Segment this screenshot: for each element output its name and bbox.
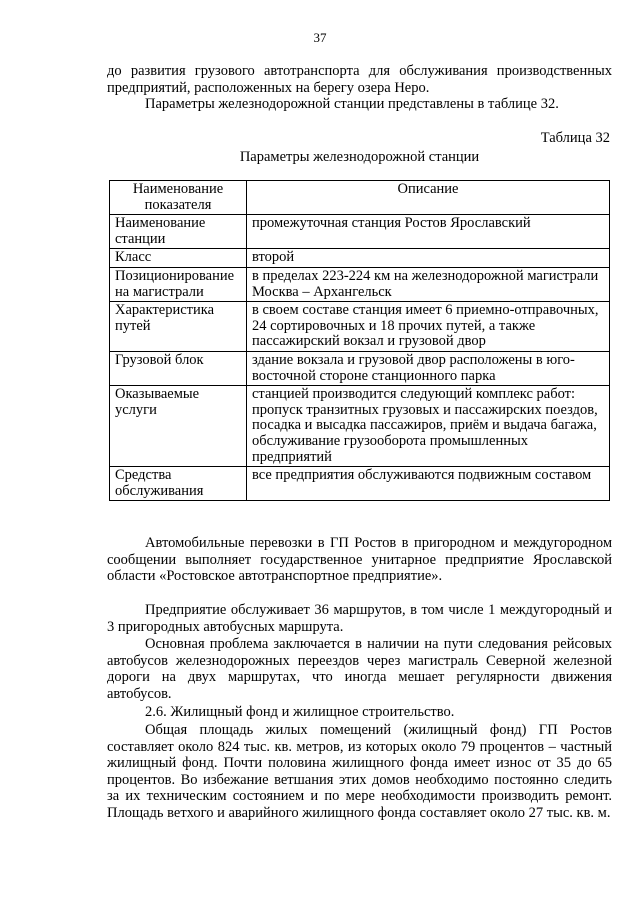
- row-description: промежуточная станция Ростов Ярославский: [247, 215, 610, 249]
- row-indicator: Характеристика путей: [110, 302, 247, 352]
- row-description: в своем составе станция имеет 6 приемно-отправочных, 24 сортировочных и 18 прочих путей, а также пассажирский вокзал и грузовой двор: [247, 302, 610, 352]
- intro-continuation: до развития грузового автотранспорта для обслуживания производственных предприятий, расположенных на берегу озера Неро.: [107, 63, 612, 96]
- page-number: 37: [313, 30, 327, 45]
- section-heading: 2.6. Жилищный фонд и жилищное строительство.: [145, 704, 455, 720]
- table-header-row: [110, 181, 610, 215]
- paragraph-road-transport: Автомобильные перевозки в ГП Ростов в пригородном и междугородном сообщении выполняет государственное унитарное предприятие Ярославской области «Ростовское автотранспортное предприятие».: [107, 535, 612, 585]
- table-caption: Параметры железнодорожной станции: [239, 149, 480, 165]
- row-indicator: Позиционирование на магистрали: [110, 267, 247, 301]
- row-description: станцией производится следующий комплекс работ: пропуск транзитных грузовых и пассажирских поездов, посадка и высадка пассажиров, приём и выдача багажа, обслуживание грузооборота промышленных предприятий: [247, 386, 610, 467]
- row-description: второй: [247, 249, 610, 268]
- table-row: [110, 386, 610, 467]
- header-indicator: Наименование показателя: [110, 181, 247, 215]
- row-description: все предприятия обслуживаются подвижным составом: [247, 467, 610, 501]
- paragraph-routes: Предприятие обслуживает 36 маршрутов, в том числе 1 междугородный и 3 пригородных автобусных маршрута.: [107, 602, 612, 635]
- header-description: Описание: [247, 181, 610, 215]
- table-row: [110, 351, 610, 385]
- paragraph-main-problem: Основная проблема заключается в наличии на пути следования рейсовых автобусов железнодорожных переездов через магистраль Северной железной дороги на двух маршрутах, что иногда мешает регулярности движения автобусов.: [107, 636, 612, 702]
- row-description: здание вокзала и грузовой двор расположены в юго-восточной стороне станционного парка: [247, 351, 610, 385]
- row-indicator: Класс: [110, 249, 247, 268]
- row-indicator: Оказываемые услуги: [110, 386, 247, 467]
- station-parameters-table: [109, 180, 610, 501]
- table-row: [110, 267, 610, 301]
- table-row: [110, 249, 610, 268]
- row-description: в пределах 223-224 км на железнодорожной магистрали Москва – Архангельск: [247, 267, 610, 301]
- row-indicator: Грузовой блок: [110, 351, 247, 385]
- intro-table-reference: Параметры железнодорожной станции представлены в таблице 32.: [145, 96, 559, 112]
- row-indicator: Средства обслуживания: [110, 467, 247, 501]
- table-row: [110, 302, 610, 352]
- table-label: Таблица 32: [540, 130, 610, 146]
- paragraph-housing-stock: Общая площадь жилых помещений (жилищный фонд) ГП Ростов составляет около 824 тыс. кв. метров, из которых около 79 процентов – частный жилищный фонд. Почти половина жилищного фонда имеет износ от 35 до 65 процентов. Во избежание ветшания этих домов необходимо постоянно следить за их техническим состоянием и по мере необходимости производить ремонт. Площадь ветхого и аварийного жилищного фонда составляет около 27 тыс. кв. м.: [107, 722, 612, 821]
- table-row: [110, 467, 610, 501]
- row-indicator: Наименование станции: [110, 215, 247, 249]
- table-row: [110, 215, 610, 249]
